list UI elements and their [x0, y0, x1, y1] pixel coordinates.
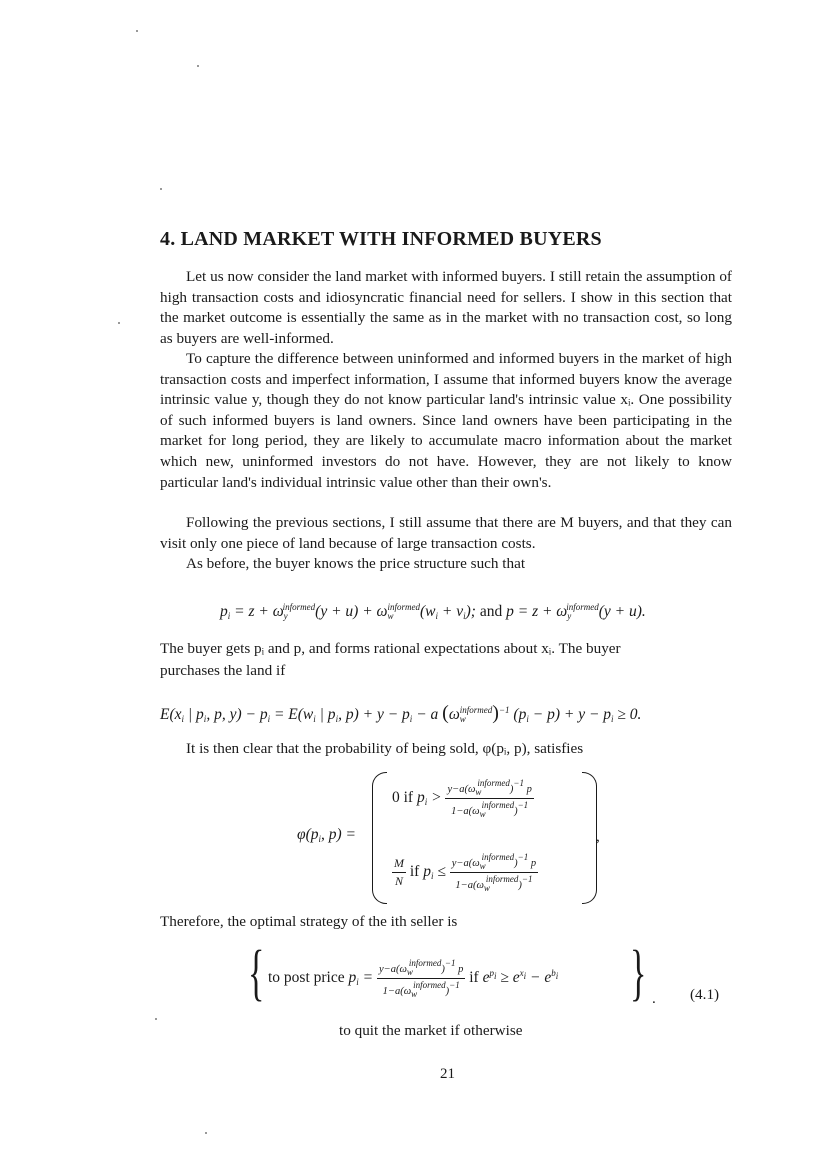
paragraph-assumptions: Following the previous sections, I still assume that there are M buyers, and that they can visit only one piece of land because of large transaction costs. — [160, 514, 732, 552]
equation-purchase-condition: $E(x_i$ | $p_i$, p, $y) - p_i = E(w_i$ | $p_i$, $p) + y - p_i - a$ $(\omega_w^{informed})^{-1}$ $(p_i - p) + y - p_i \ge 0$. — [160, 702, 642, 724]
strategy-post-price: to post price $p_i$ = $\frac{y-a(\omega_w^{informed})^{-1} p}{1-a(\omega_w^{informed})^{-1}}$ if $e^{p_i} \ge e^{x_i} - e^{b_i}$ — [268, 958, 559, 999]
paragraph-price-structure: As before, the buyer knows the price structure such that — [186, 555, 526, 572]
equation-label: (4.1) — [690, 986, 720, 1003]
scan-speck — [205, 1132, 207, 1134]
scan-speck — [118, 322, 120, 324]
paragraph-probability: It is then clear that the probability of being sold, φ(pᵢ, p), satisfies — [186, 740, 584, 757]
paragraph-optimal-strategy: Therefore, the optimal strategy of the ith seller is — [160, 913, 458, 930]
case-sold: $\frac{M}{N}$ if $p_i$ ≤ $\frac{y-a(\omega_w^{informed})^{-1} p}{1-a(\omega_w^{informed})^{-1}}$ — [394, 852, 537, 893]
equation-price-structure: $p_i = z + \omega_y^{informed}(y + u) + \omega_w^{informed}(w_i + v_i)$; and $p = z + \omega_y^{informed}(y + u)$. — [220, 602, 646, 621]
probability-function-label: $\varphi(p_i$, p) = — [297, 826, 357, 844]
paragraph-expectations-line1: The buyer gets pᵢ and p, and forms rational expectations about xᵢ. The buyer — [160, 640, 621, 657]
and-word: and — [479, 603, 503, 620]
scan-speck — [160, 188, 162, 190]
strategy-quit: to quit the market if otherwise — [339, 1022, 523, 1039]
equation-comma: , — [596, 828, 600, 845]
scan-speck — [136, 30, 138, 32]
paragraph-informed-buyers: To capture the difference between uninformed and informed buyers in the market of high transaction costs and imperfect information, I assume that informed buyers know the average intrinsic value y, though they do not know particular land's intrinsic value xᵢ. One possibility of such informed buyers is land owners. Since land owners have been participating in the market for long period, they are likely to accumulate macro information about the market which new, uninformed investors do not have. However, they are not likely to know particular land's individual intrinsic value other than their own's. — [160, 350, 732, 491]
page-number: 21 — [440, 1066, 455, 1082]
right-brace: } — [630, 939, 647, 1007]
left-paren — [372, 772, 387, 904]
scan-speck — [155, 1018, 157, 1020]
case-not-sold: 0 if $p_i$ > $\frac{y-a(\omega_w^{informed})^{-1} p}{1-a(\omega_w^{informed})^{-1}}$ — [392, 778, 532, 819]
paragraph-intro: Let us now consider the land market with informed buyers. I still retain the assumption of high transaction costs and idiosyncratic financial need for sellers. I show in this section that the market outcome is essentially the same as in the market with no transaction cost, so long as buyers are well-informed. — [160, 268, 732, 347]
section-heading: 4. LAND MARKET WITH INFORMED BUYERS — [160, 228, 602, 250]
equation-period: . — [652, 990, 656, 1007]
left-brace: { — [248, 939, 265, 1007]
right-paren — [582, 772, 597, 904]
paragraph-expectations-line2: purchases the land if — [160, 662, 286, 679]
scan-speck — [197, 65, 199, 67]
